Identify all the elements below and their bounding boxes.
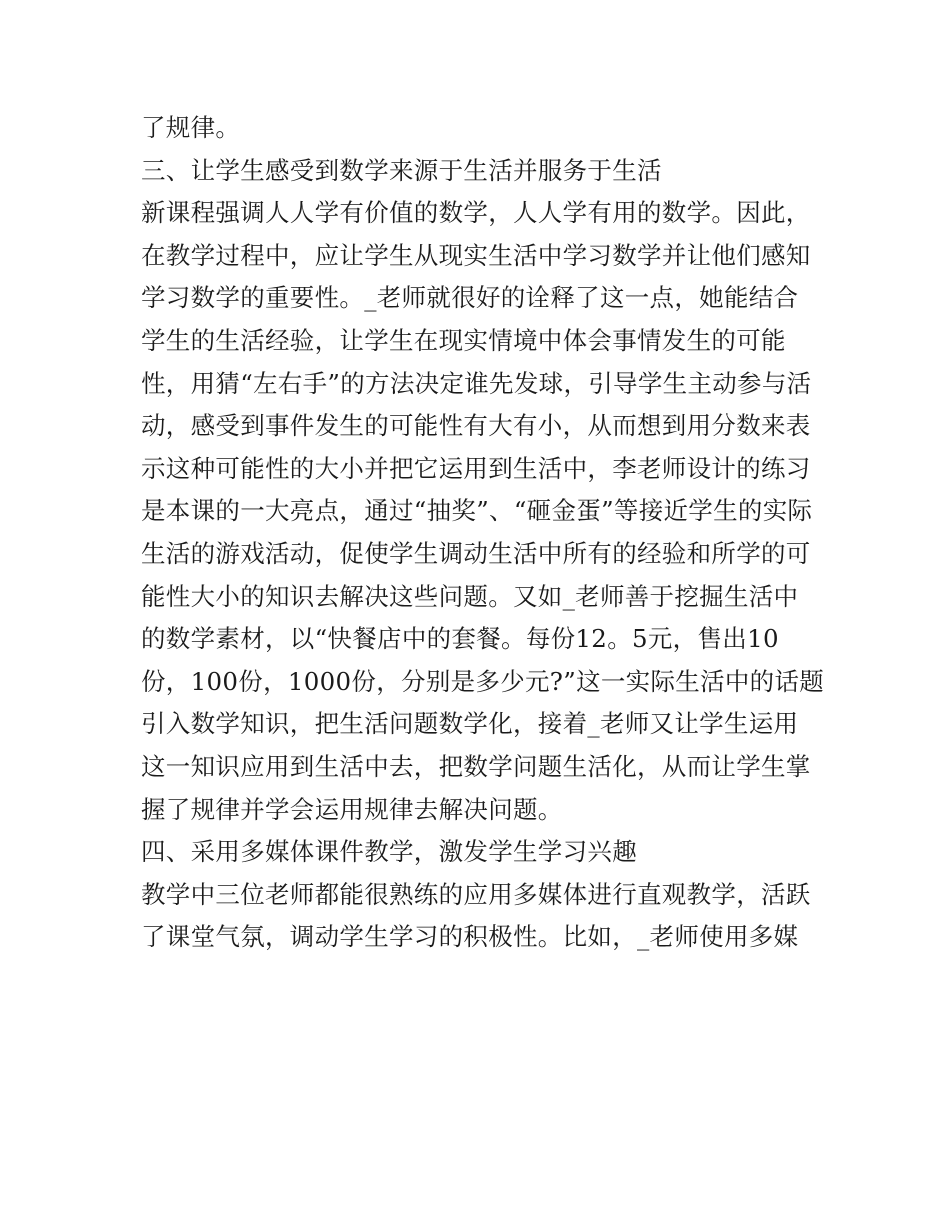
text-line: 是本课的一大亮点，通过“抽奖”、“砸金蛋”等接近学生的实际	[141, 496, 813, 526]
text-line: 教学中三位老师都能很熟练的应用多媒体进行直观教学，活跃	[141, 879, 811, 909]
text-line: 新课程强调人人学有价值的数学，人人学有用的数学。因此，	[141, 198, 811, 228]
text-line: 了课堂气氛，调动学生学习的积极性。比如，_老师使用多媒	[141, 922, 799, 952]
section-heading: 三、让学生感受到数学来源于生活并服务于生活	[141, 155, 662, 185]
text-line: 的数学素材，以“快餐店中的套餐。每份12。5元，售出10	[141, 624, 779, 654]
text-line: 了规律。	[141, 113, 241, 142]
text-line: 能性大小的知识去解决这些问题。又如_老师善于挖掘生活中	[141, 581, 799, 611]
text-line: 学习数学的重要性。_老师就很好的诠释了这一点，她能结合	[141, 283, 799, 313]
text-line: 在教学过程中，应让学生从现实生活中学习数学并让他们感知	[141, 240, 811, 270]
text-line: 引入数学知识，把生活问题数学化，接着_老师又让学生运用	[141, 709, 799, 739]
text-line: 示这种可能性的大小并把它运用到生活中，李老师设计的练习	[141, 453, 811, 483]
text-line: 这一知识应用到生活中去，把数学问题生活化，从而让学生掌	[141, 751, 811, 781]
document-body	[141, 107, 831, 959]
text-line: 动，感受到事件发生的可能性有大有小，从而想到用分数来表	[141, 411, 811, 441]
section-heading: 四、采用多媒体课件教学，激发学生学习兴趣	[141, 837, 637, 867]
text-line: 握了规律并学会运用规律去解决问题。	[141, 794, 563, 824]
text-line: 生活的游戏活动，促使学生调动生活中所有的经验和所学的可	[141, 538, 811, 568]
text-line: 份，100份，1000份，分别是多少元?”这一实际生活中的话题	[141, 666, 825, 696]
text-line: 学生的生活经验，让学生在现实情境中体会事情发生的可能	[141, 325, 786, 355]
text-line: 性，用猜“左右手”的方法决定谁先发球，引导学生主动参与活	[141, 368, 812, 398]
